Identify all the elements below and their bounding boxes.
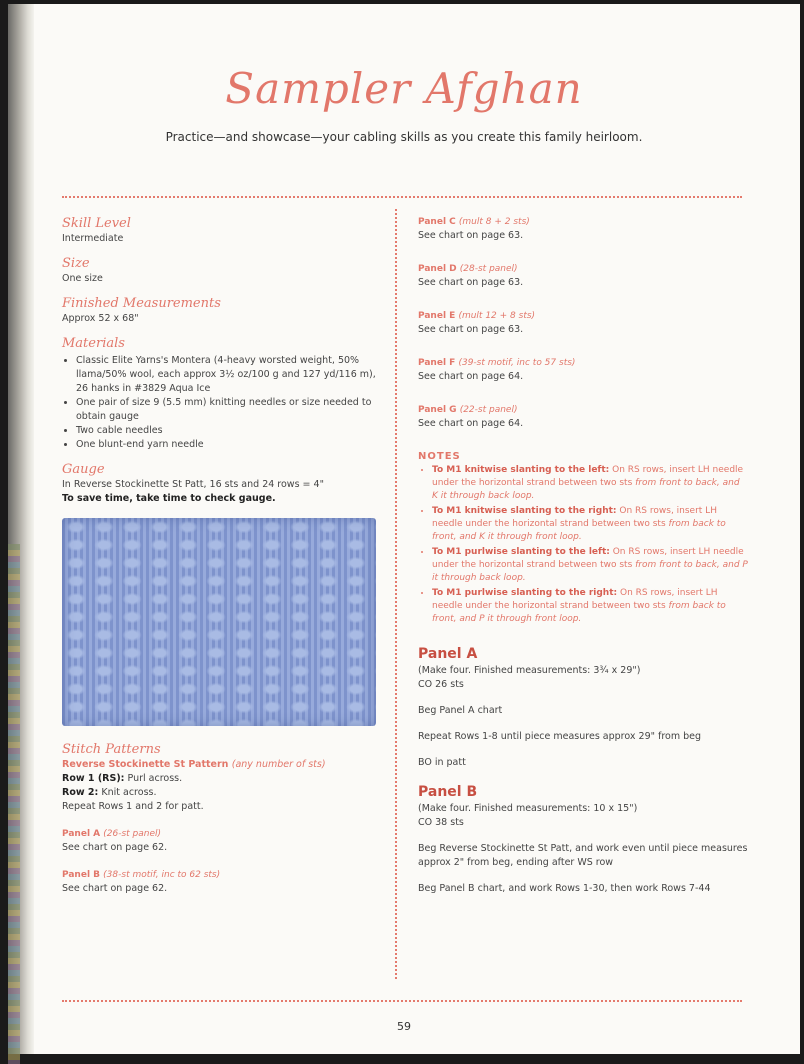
row-2-text: Knit across. — [101, 787, 157, 798]
note-title: To M1 purlwise slanting to the right: — [432, 588, 618, 598]
book-spine-edge — [8, 544, 20, 1064]
panel-a-co: CO 26 sts — [418, 679, 464, 690]
note-italic: from front to back, and K it through back loop. — [432, 478, 740, 501]
materials-item: • Classic Elite Yarns's Montera (4-heavy worsted weight, 50% llama/50% wool, each approx 3½ oz/100 g and 127 yd/116 m), 26 hanks in #3829 Aqua Ice — [76, 354, 380, 396]
panel-a-ref-note: (26-st panel) — [103, 829, 162, 839]
panel-a-ref-text: See chart on page 62. — [62, 842, 168, 853]
panel-b-ref-name: Panel B — [62, 870, 101, 880]
note-item — [432, 546, 748, 585]
note-text: On RS rows, insert LH needle under the horizontal strand between two sts — [432, 506, 717, 529]
panel-f-text: See chart on page 64. — [418, 371, 524, 382]
note-text: On RS rows, insert LH needle under the horizontal strand between two sts — [432, 588, 718, 611]
bottom-dotted-rule — [62, 1000, 742, 1002]
panel-g-note: (22-st panel) — [459, 405, 518, 415]
note-title: To M1 purlwise slanting to the left: — [432, 547, 610, 557]
panel-g-title — [418, 404, 748, 417]
reverse-stockinette-note: (any number of sts) — [231, 759, 326, 770]
materials-item: • Two cable needles — [76, 424, 380, 438]
size-section — [62, 256, 380, 286]
panel-a-ref-title — [62, 828, 380, 841]
note-text: On RS rows, insert LH needle under the horizontal strand between two sts — [432, 547, 744, 570]
page-subtitle: Practice—and showcase—your cabling skills as you create this family heirloom. — [165, 130, 643, 144]
reverse-stockinette-name: Reverse Stockinette St Pattern — [62, 759, 229, 770]
note-title: To M1 knitwise slanting to the left: — [432, 465, 610, 475]
note-item — [432, 587, 748, 626]
panel-d-ref — [418, 263, 748, 290]
panel-e-title — [418, 310, 748, 323]
notes-heading: NOTES — [418, 451, 461, 462]
panel-b-ref-text: See chart on page 62. — [62, 883, 168, 894]
finished-measurements-section — [62, 296, 380, 326]
panel-b-beg1: Beg Reverse Stockinette St Patt, and work even until piece measures approx 2" from beg, ending after WS row — [418, 843, 748, 868]
panel-b-ref-title — [62, 869, 380, 882]
note-italic: from back to front, and P it through front loop. — [432, 601, 726, 624]
size-text: One size — [62, 273, 103, 284]
row-1 — [62, 772, 380, 786]
row-1-text: Purl across. — [127, 773, 183, 784]
gauge-text: In Reverse Stockinette St Patt, 16 sts and 24 rows = 4" — [62, 479, 324, 490]
note-text: On RS rows, insert LH needle under the horizontal strand between two sts — [432, 465, 744, 488]
finished-measurements-text: Approx 52 x 68" — [62, 313, 139, 324]
panel-b-beg2: Beg Panel B chart, and work Rows 1-30, then work Rows 7-44 — [418, 883, 711, 894]
panel-e-ref — [418, 310, 748, 337]
panel-a-instructions — [418, 646, 748, 770]
note-title: To M1 knitwise slanting to the right: — [432, 506, 617, 516]
skill-level-text: Intermediate — [62, 233, 124, 244]
panel-c-name: Panel C — [418, 217, 456, 227]
knitted-swatch-photo — [62, 518, 376, 726]
panel-b-heading: Panel B — [418, 784, 478, 800]
panel-c-ref — [418, 216, 748, 243]
panel-a-bo: BO in patt — [418, 757, 466, 768]
page-title: Sampler Afghan — [225, 64, 583, 113]
panel-d-text: See chart on page 63. — [418, 277, 524, 288]
left-column — [62, 216, 380, 906]
panel-b-make: (Make four. Finished measurements: 10 x 15") — [418, 803, 638, 814]
panel-f-title — [418, 357, 748, 370]
right-column — [418, 216, 748, 896]
panel-g-name: Panel G — [418, 405, 457, 415]
panel-f-name: Panel F — [418, 358, 456, 368]
note-item — [432, 505, 748, 544]
top-dotted-rule — [62, 196, 742, 198]
materials-heading: Materials — [62, 336, 125, 351]
note-item — [432, 464, 748, 503]
panel-e-text: See chart on page 63. — [418, 324, 524, 335]
row-2-label: Row 2: — [62, 787, 99, 798]
gauge-section — [62, 462, 380, 506]
panel-f-note: (39-st motif, inc to 57 sts) — [458, 358, 576, 368]
panel-d-note: (28-st panel) — [459, 264, 518, 274]
skill-level-heading: Skill Level — [62, 216, 131, 231]
panel-g-ref — [418, 404, 748, 431]
finished-measurements-heading: Finished Measurements — [62, 296, 221, 311]
panel-c-title — [418, 216, 748, 229]
panel-c-note: (mult 8 + 2 sts) — [458, 217, 530, 227]
panel-e-note: (mult 12 + 8 sts) — [458, 311, 536, 321]
panel-e-name: Panel E — [418, 311, 456, 321]
gauge-heading: Gauge — [62, 462, 105, 477]
notes-list — [418, 464, 748, 626]
panel-f-ref — [418, 357, 748, 384]
panel-d-title — [418, 263, 748, 276]
panel-b-co: CO 38 sts — [418, 817, 464, 828]
materials-item: • One blunt-end yarn needle — [76, 438, 380, 452]
row-2 — [62, 786, 380, 800]
reverse-stockinette-title — [62, 758, 380, 772]
panel-a-repeat: Repeat Rows 1-8 until piece measures approx 29" from beg — [418, 731, 702, 742]
panel-b-instructions — [418, 784, 748, 896]
row-1-label: Row 1 (RS): — [62, 773, 125, 784]
note-italic: from back to front, and K it through front loop. — [432, 519, 726, 542]
size-heading: Size — [62, 256, 90, 271]
panel-b-chart-ref — [62, 869, 380, 896]
stitch-patterns-section — [62, 742, 380, 814]
note-italic: from front to back, and P it through back loop. — [432, 560, 748, 583]
materials-list — [62, 354, 380, 452]
page-number: 59 — [397, 1020, 411, 1033]
stitch-patterns-heading: Stitch Patterns — [62, 742, 161, 757]
repeat-text: Repeat Rows 1 and 2 for patt. — [62, 801, 204, 812]
gauge-note: To save time, take time to check gauge. — [62, 493, 276, 504]
panel-a-make: (Make four. Finished measurements: 3¾ x 29") — [418, 665, 641, 676]
book-page — [8, 4, 800, 1054]
panel-d-name: Panel D — [418, 264, 457, 274]
panel-g-text: See chart on page 64. — [418, 418, 524, 429]
panel-c-text: See chart on page 63. — [418, 230, 524, 241]
materials-section — [62, 336, 380, 452]
panel-a-ref-name: Panel A — [62, 829, 101, 839]
panel-a-chart-ref — [62, 828, 380, 855]
panel-a-beg: Beg Panel A chart — [418, 705, 503, 716]
skill-level-section — [62, 216, 380, 246]
column-divider — [395, 209, 397, 979]
materials-item: • One pair of size 9 (5.5 mm) knitting needles or size needed to obtain gauge — [76, 396, 380, 424]
notes-section — [418, 451, 748, 626]
panel-a-heading: Panel A — [418, 646, 478, 662]
panel-b-ref-note: (38-st motif, inc to 62 sts) — [103, 870, 221, 880]
